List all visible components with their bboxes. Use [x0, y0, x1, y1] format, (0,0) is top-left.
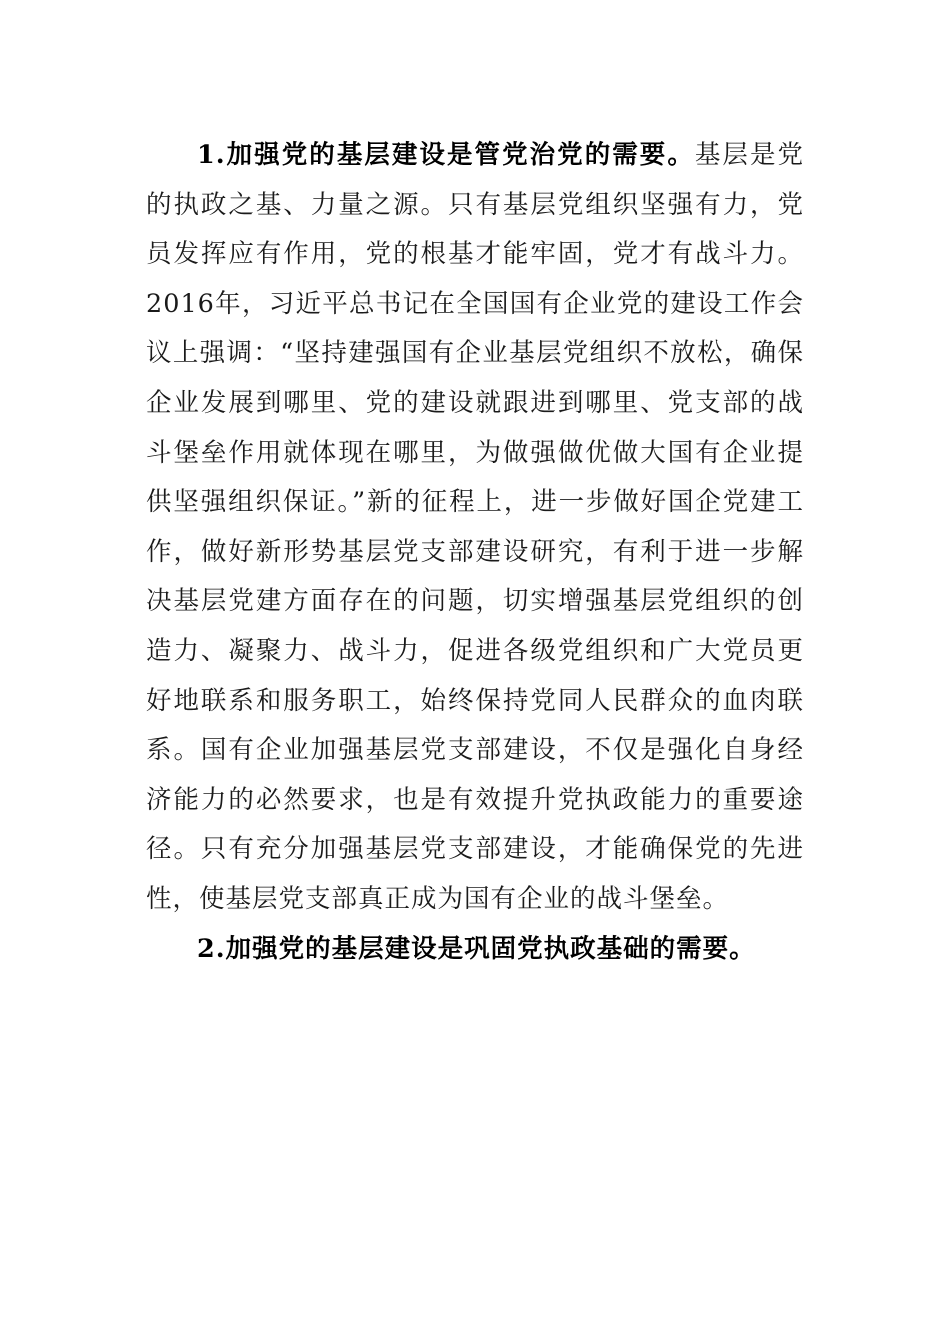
- paragraph-2-heading: 2.加强党的基层建设是巩固党执政基础的需要。: [197, 933, 756, 964]
- paragraph-1: [146, 131, 804, 925]
- paragraph-1-heading: 1.加强党的基层建设是管党治党的需要。: [197, 140, 695, 170]
- document-body: [146, 131, 804, 974]
- paragraph-2: [146, 925, 804, 975]
- paragraph-1-text: 基层是党的执政之基、力量之源。只有基层党组织坚强有力，党员发挥应有作用，党的根基才能牢固，党才有战斗力。2016年，习近平总书记在全国国有企业党的建设工作会议上强调：“坚持建强国有企业基层党组织不放松，确保企业发展到哪里、党的建设就跟进到哪里、党支部的战斗堡垒作用就体现在哪里，为做强做优做大国有企业提供坚强组织保证。”新的征程上，进一步做好国企党建工作，做好新形势基层党支部建设研究，有利于进一步解决基层党建方面存在的问题，切实增强基层党组织的创造力、凝聚力、战斗力，促进各级党组织和广大党员更好地联系和服务职工，始终保持党同人民群众的血肉联系。国有企业加强基层党支部建设，不仅是强化自身经济能力的必然要求，也是有效提升党执政能力的重要途径。只有充分加强基层党支部建设，才能确保党的先进性，使基层党支部真正成为国有企业的战斗堡垒。: [146, 140, 804, 914]
